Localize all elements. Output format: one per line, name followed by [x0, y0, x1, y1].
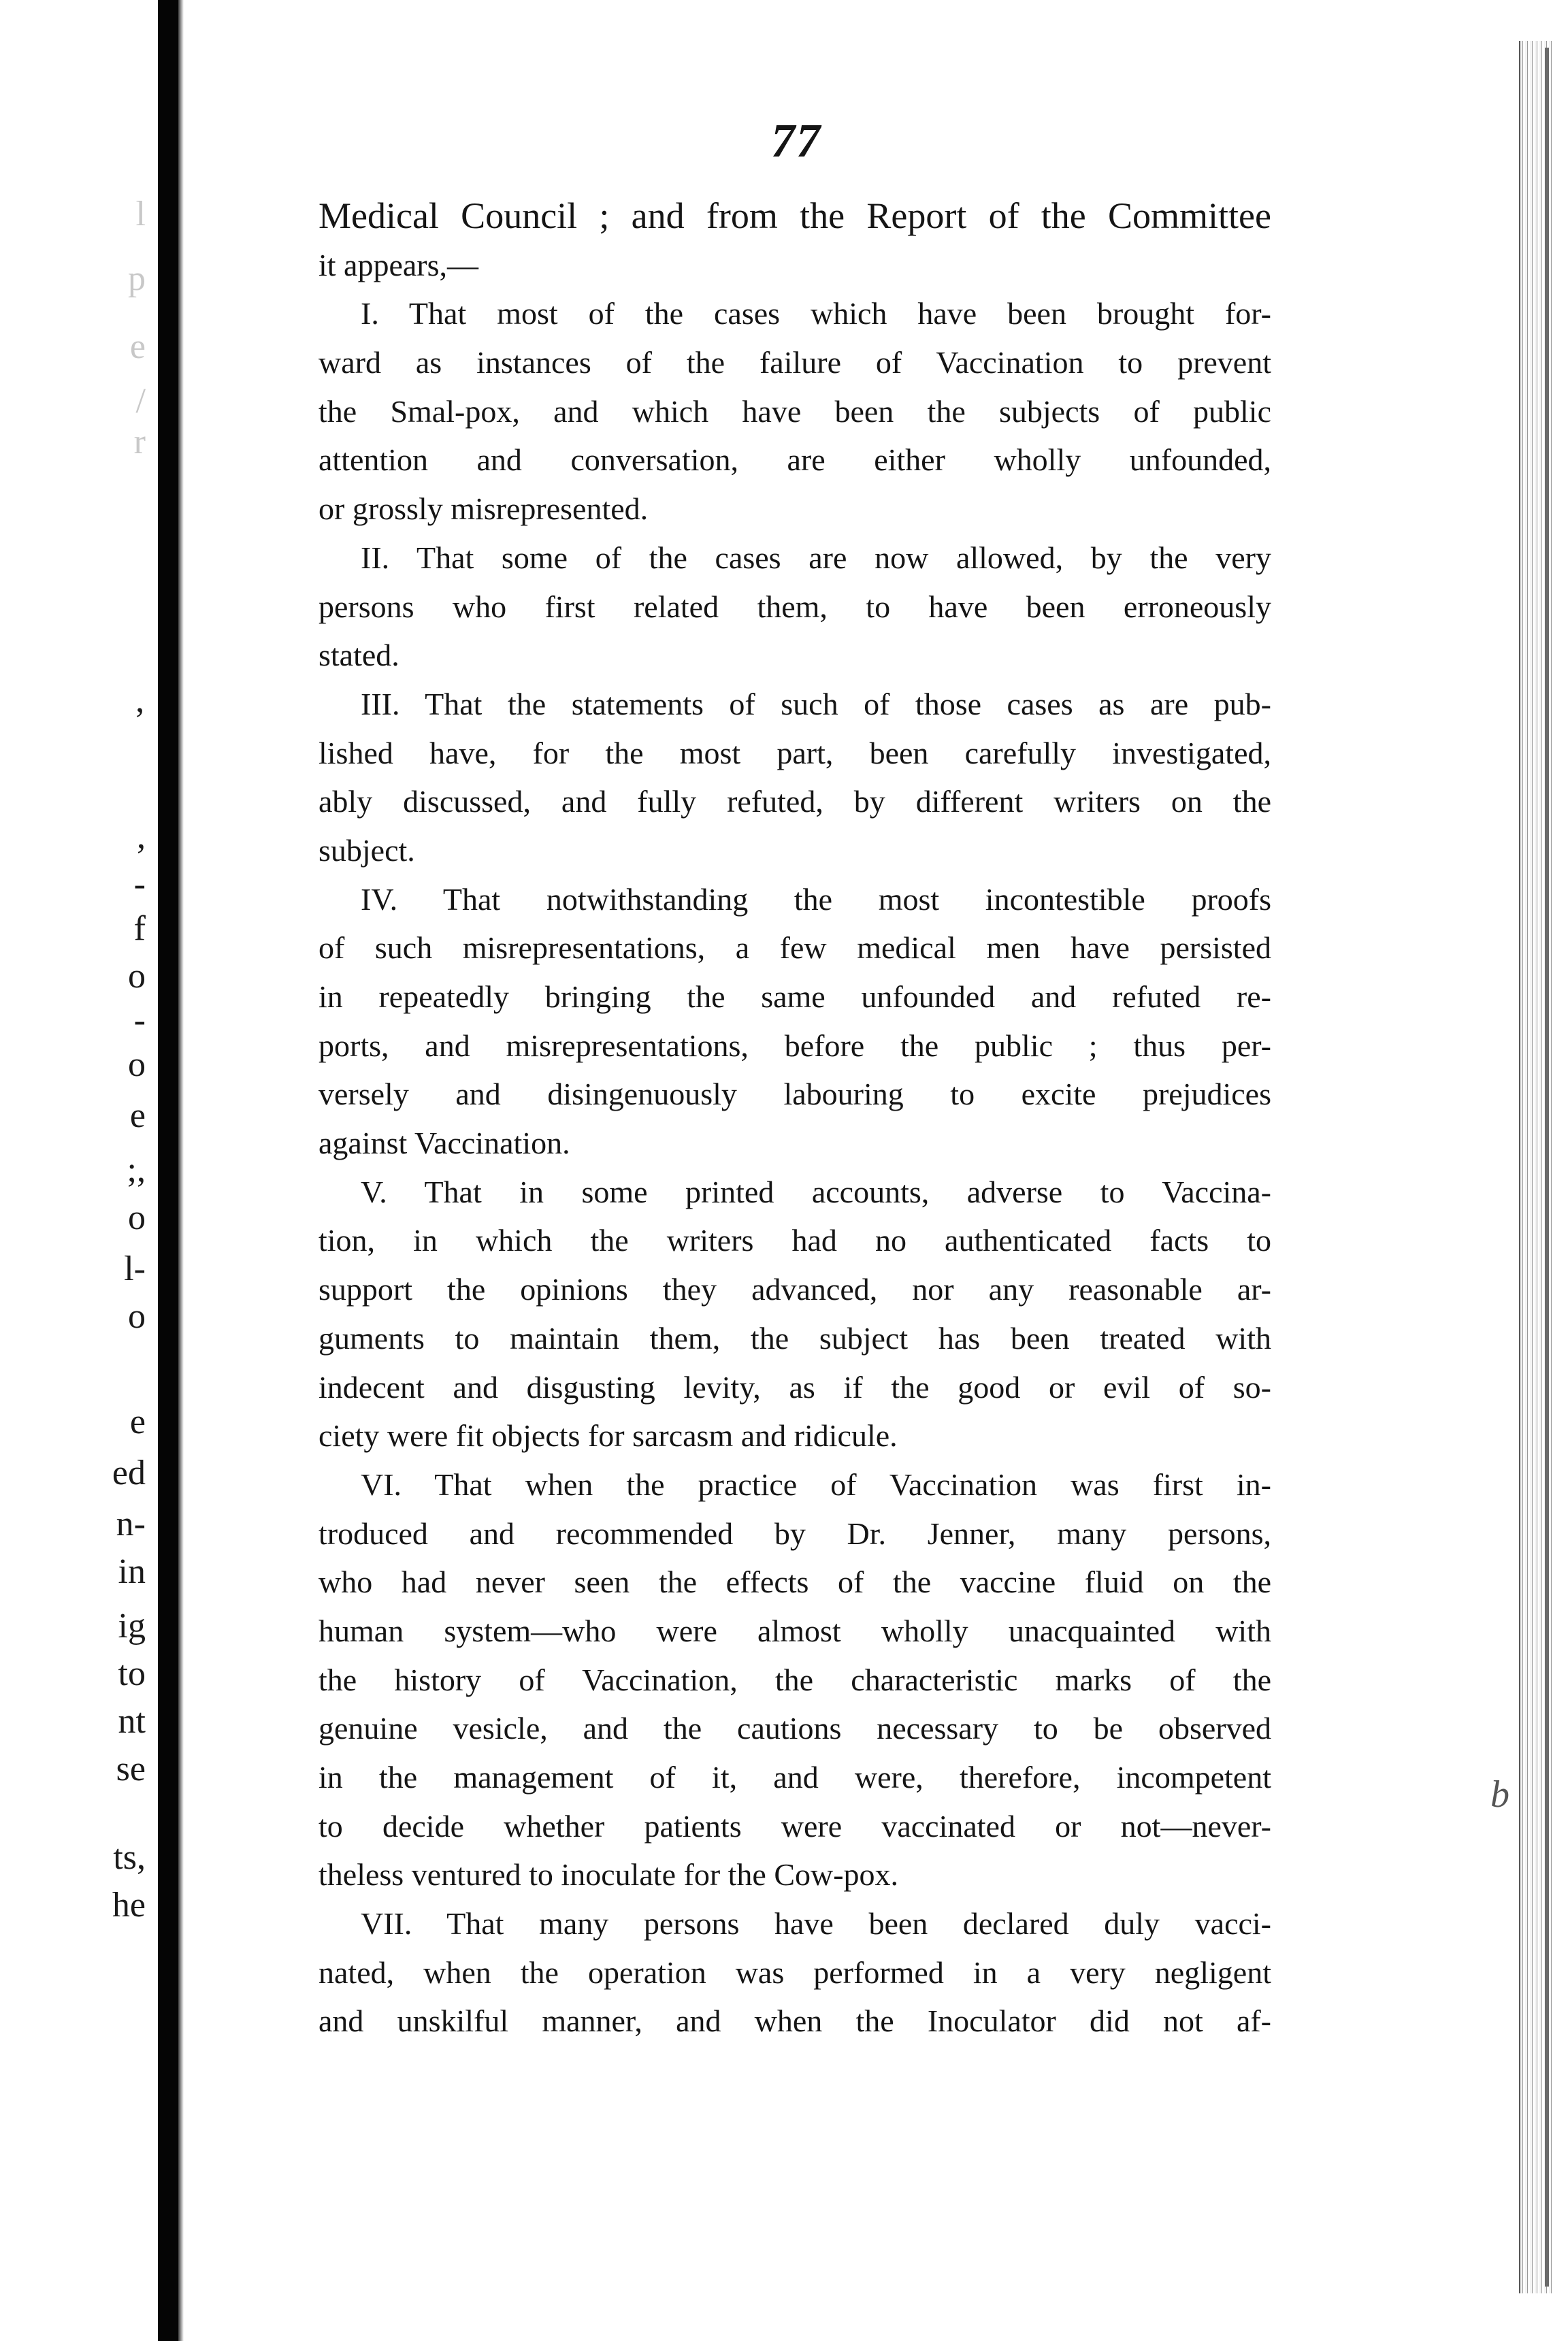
- text-line: theless ventured to inoculate for the Cow-pox.: [318, 1857, 899, 1893]
- text-line: who had never seen the effects of the vaccine fluid on the: [318, 1565, 1271, 1600]
- adjacent-page-fragment: -: [133, 865, 146, 904]
- text-line: ably discussed, and fully refuted, by different writers on the: [318, 784, 1271, 819]
- text-line: against Vaccination.: [318, 1126, 570, 1161]
- adjacent-page-fragment: se: [116, 1750, 146, 1788]
- text-line: lished have, for the most part, been carefully investigated,: [318, 735, 1271, 770]
- adjacent-page-fragment: r: [133, 423, 146, 461]
- adjacent-page-fragment: e: [129, 1403, 146, 1441]
- text-line: of such misrepresentations, a few medical men have persisted: [318, 930, 1271, 966]
- text-line: support the opinions they advanced, nor any reasonable ar-: [318, 1272, 1271, 1307]
- adjacent-page-fragment: e: [129, 327, 146, 366]
- book-gutter: [158, 0, 178, 2341]
- text-line: the Smal-pox, and which have been the subjects of public: [318, 393, 1271, 429]
- adjacent-page-fragment: nt: [118, 1702, 146, 1741]
- adjacent-page-fragment: -: [133, 1001, 146, 1040]
- adjacent-page-fragment: o: [128, 1045, 146, 1084]
- text-line: I. That most of the cases which have been brought for-: [361, 296, 1271, 331]
- adjacent-page-fragments: [0, 0, 158, 2341]
- adjacent-page-fragment: ed: [112, 1454, 146, 1492]
- adjacent-page-fragment: l: [135, 195, 146, 233]
- adjacent-page-fragment: ,: [137, 817, 146, 856]
- text-line: the history of Vaccination, the characteristic marks of the: [318, 1662, 1271, 1697]
- text-line: nated, when the operation was performed in a very negligent: [318, 1954, 1271, 1990]
- page-number: 77: [771, 115, 821, 167]
- text-line: stated.: [318, 638, 399, 673]
- text-line: ciety were fit objects for sarcasm and ridicule.: [318, 1418, 898, 1454]
- text-line: human system—who were almost wholly unacquainted with: [318, 1613, 1271, 1648]
- adjacent-page-fragment: he: [112, 1886, 146, 1925]
- text-line: subject.: [318, 832, 415, 868]
- text-line: it appears,—: [318, 247, 479, 282]
- text-line: in the management of it, and were, therefore, incompetent: [318, 1760, 1271, 1795]
- text-line: tion, in which the writers had no authenticated facts to: [318, 1223, 1271, 1258]
- text-line: II. That some of the cases are now allowed, by the very: [361, 540, 1271, 575]
- text-line: in repeatedly bringing the same unfounded and refuted re-: [318, 979, 1271, 1014]
- adjacent-page-fragment: f: [133, 909, 146, 948]
- text-line: guments to maintain them, the subject has been treated with: [318, 1320, 1271, 1356]
- adjacent-page-fragment: o: [128, 957, 146, 996]
- adjacent-page-fragment: in: [118, 1552, 146, 1591]
- adjacent-page-fragment: ;,: [127, 1151, 146, 1190]
- adjacent-page-fragment: /: [135, 382, 146, 421]
- text-line: persons who first related them, to have been erroneously: [318, 589, 1271, 624]
- gutter-shadow: [178, 0, 184, 2341]
- adjacent-page-margin: [0, 0, 158, 2341]
- text-line: VII. That many persons have been declared duly vacci-: [361, 1906, 1271, 1942]
- adjacent-page-fragment: ig: [118, 1607, 146, 1646]
- adjacent-page-fragment: p: [128, 259, 146, 298]
- text-line: troduced and recommended by Dr. Jenner, many persons,: [318, 1516, 1271, 1551]
- adjacent-page-fragment: ‚: [133, 681, 146, 720]
- adjacent-page-fragment: e: [129, 1096, 146, 1135]
- text-line: IV. That notwithstanding the most incontestible proofs: [361, 881, 1271, 917]
- text-line: or grossly misrepresented.: [318, 491, 649, 527]
- adjacent-page-fragment: l-: [124, 1249, 146, 1288]
- text-line: and unskilful manner, and when the Inoculator did not af-: [318, 2003, 1271, 2039]
- body-text: [318, 192, 1271, 2046]
- text-line: V. That in some printed accounts, adverse to Vaccina-: [361, 1174, 1271, 1209]
- text-line: ports, and misrepresentations, before the public ; thus per-: [318, 1028, 1271, 1063]
- adjacent-page-fragment: to: [118, 1654, 146, 1693]
- text-line: indecent and disgusting levity, as if the good or evil of so-: [318, 1369, 1271, 1405]
- adjacent-page-fragment: o: [128, 1297, 146, 1336]
- text-line: genuine vesicle, and the cautions necessary to be observed: [318, 1711, 1271, 1746]
- text-line: ward as instances of the failure of Vaccination to prevent: [318, 345, 1271, 380]
- edge-mark: b: [1490, 1773, 1509, 1816]
- text-line: III. That the statements of such of those cases as are pub-: [361, 686, 1271, 721]
- text-line: Medical Council ; and from the Report of the Committee: [318, 195, 1271, 236]
- adjacent-page-fragment: ts,: [113, 1838, 146, 1877]
- text-line: attention and conversation, are either wholly unfounded,: [318, 442, 1271, 478]
- page-edge-shadow: [1545, 48, 1549, 2287]
- adjacent-page-fragment: n-: [116, 1505, 146, 1543]
- text-line: VI. That when the practice of Vaccination was first in-: [361, 1467, 1271, 1502]
- adjacent-page-fragment: o: [128, 1198, 146, 1237]
- text-line: to decide whether patients were vaccinated or not—never-: [318, 1808, 1271, 1844]
- text-line: versely and disingenuously labouring to excite prejudices: [318, 1077, 1271, 1112]
